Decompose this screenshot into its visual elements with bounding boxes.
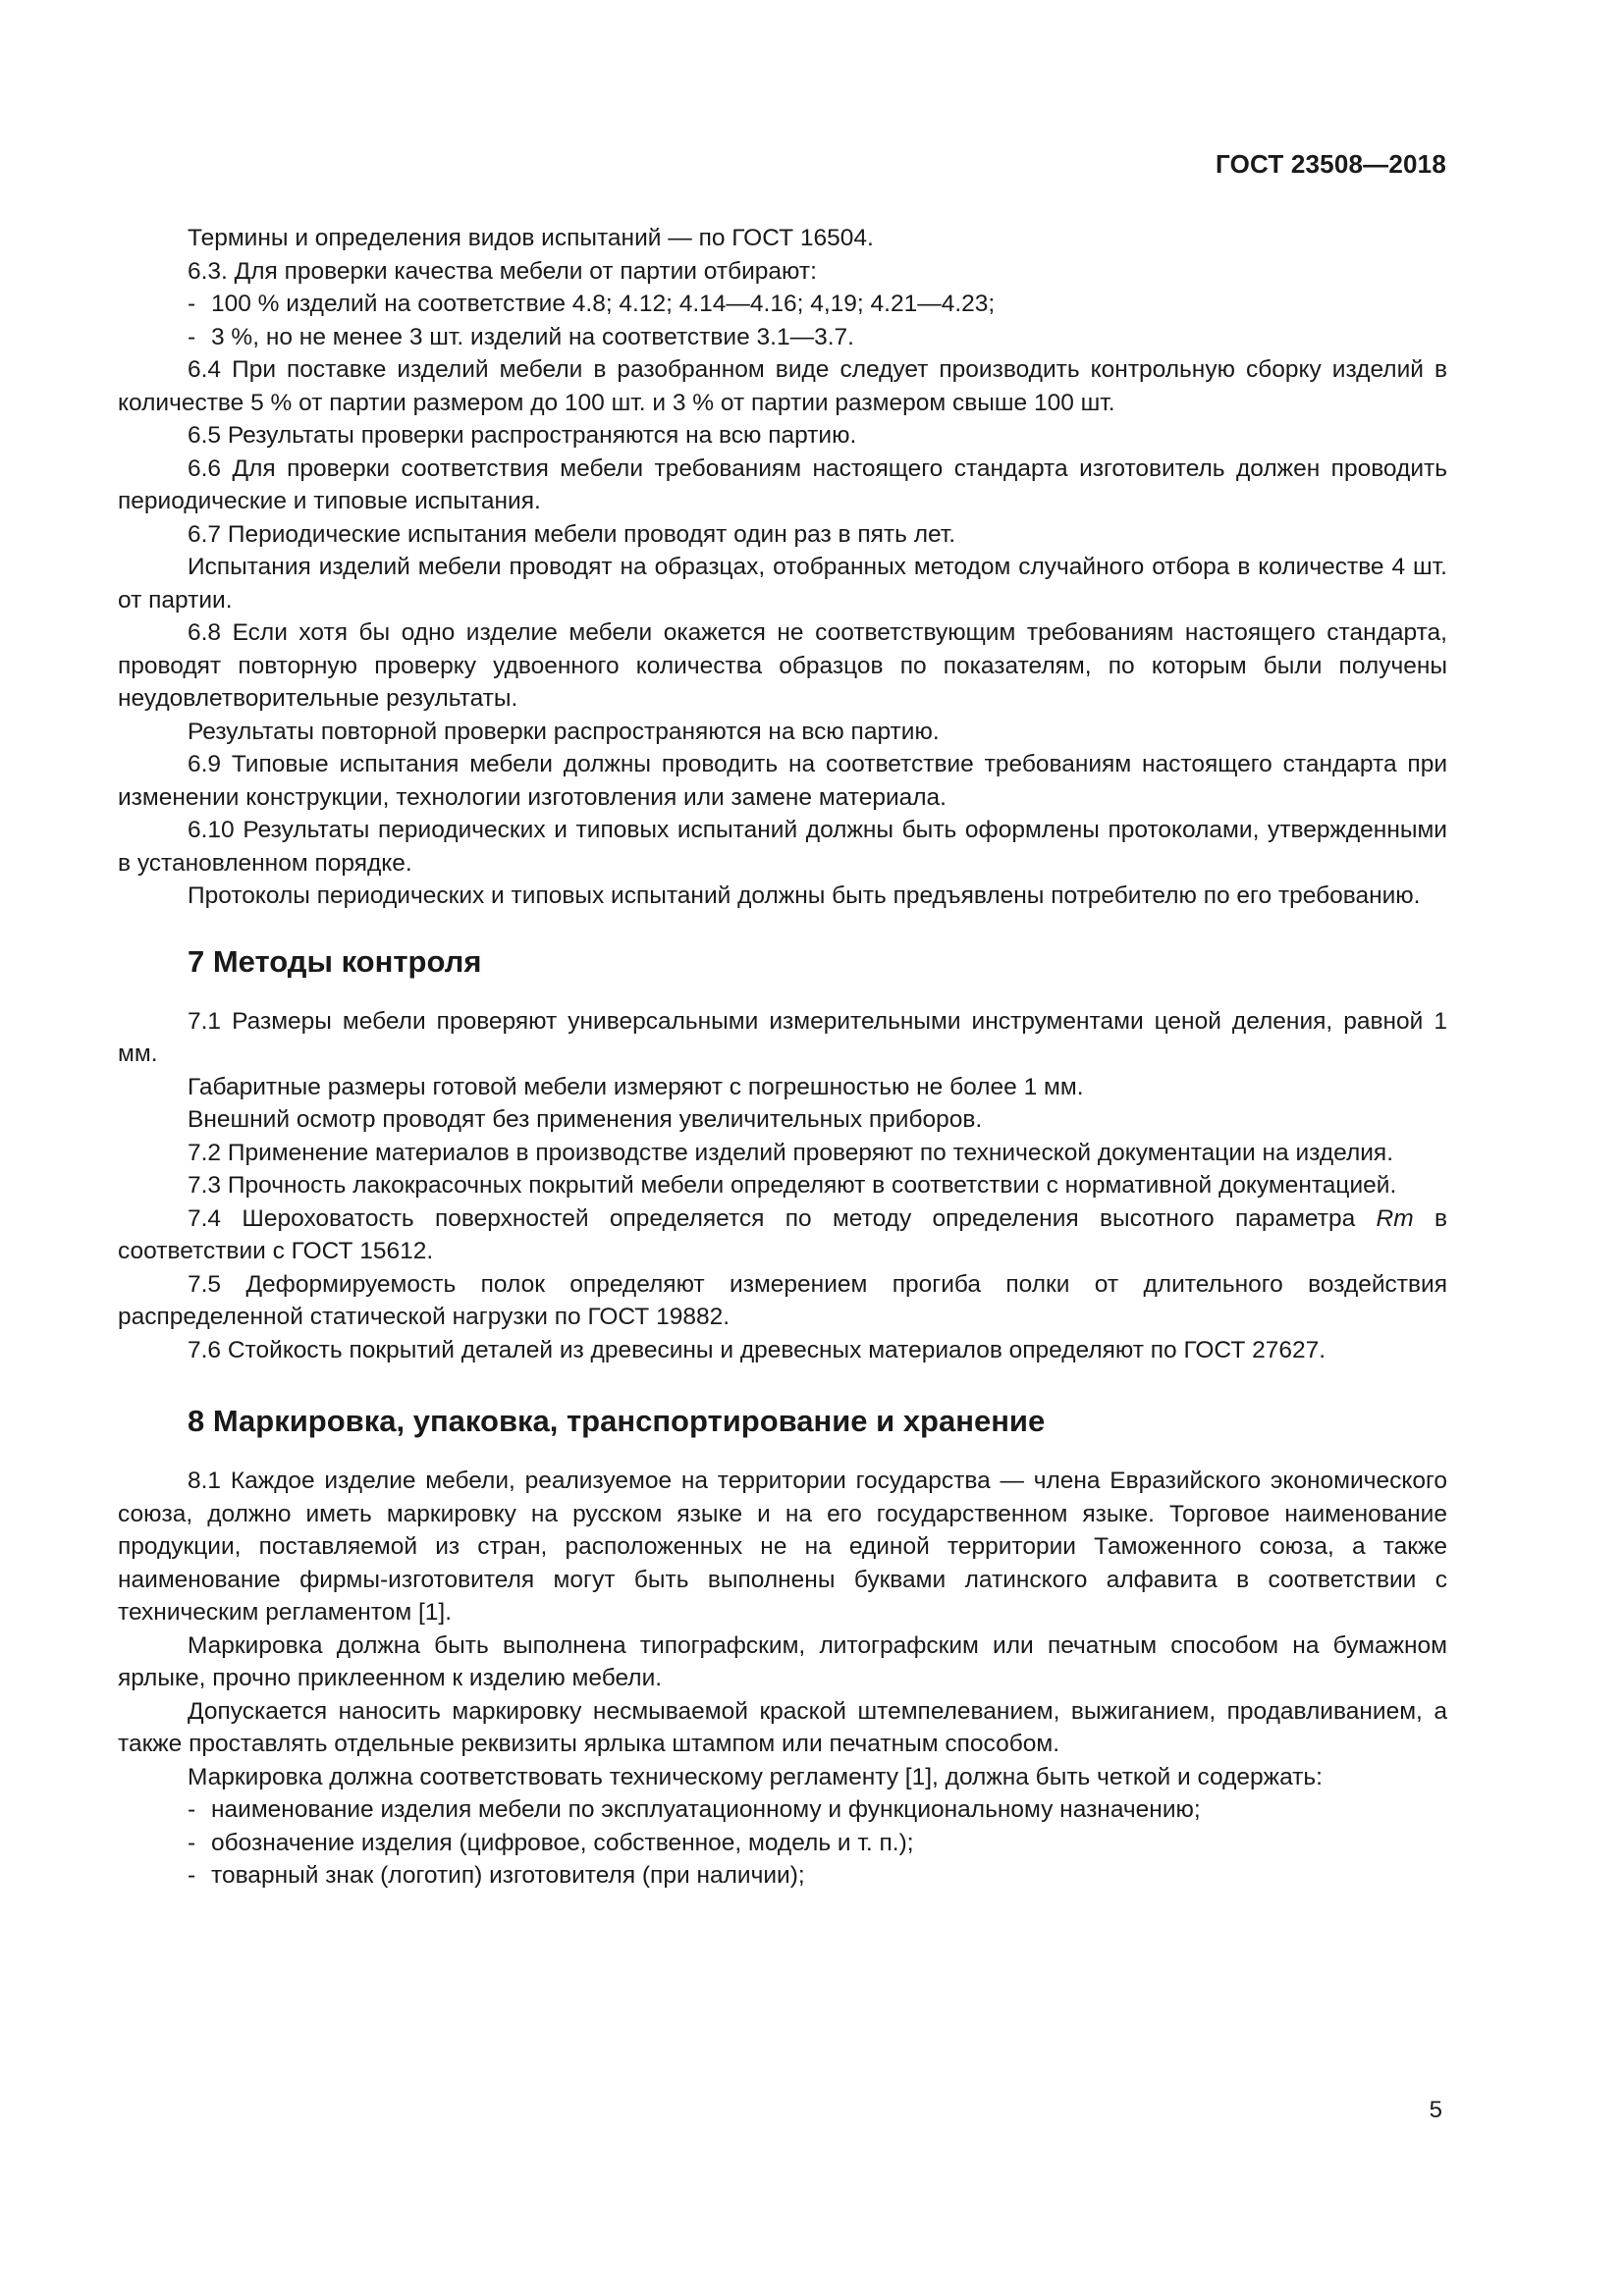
paragraph: 7.5 Деформируемость полок определяют измерением прогиба полки от длительного воздействия распределенной статической нагрузки по ГОСТ 19882. xyxy=(118,1270,1447,1330)
paragraph: 6.4 При поставке изделий мебели в разобранном виде следует производить контрольную сборку изделий в количестве 5 % от партии размером до 100 шт. и 3 % от партии размером свыше 100 шт. xyxy=(118,356,1447,416)
list-item xyxy=(118,321,1447,354)
paragraph: Протоколы периодических и типовых испытаний должны быть предъявлены потребителю по его требованию. xyxy=(188,882,1421,909)
paragraph: Маркировка должна соответствовать техническому регламенту [1], должна быть четкой и содержать: xyxy=(188,1763,1323,1790)
paragraph: Маркировка должна быть выполнена типографским, литографским или печатным способом на бумажном ярлыке, прочно приклеенном к изделию мебели. xyxy=(118,1631,1447,1691)
list-item-text: наименование изделия мебели по эксплуатационному и функциональному назначению; xyxy=(211,1796,1201,1823)
paragraph: 6.3. Для проверки качества мебели от партии отбирают: xyxy=(188,257,817,285)
paragraph: 6.9 Типовые испытания мебели должны проводить на соответствие требованиям настоящего стандарта при изменении конструкции, технологии изготовления или замене материала. xyxy=(118,751,1447,811)
paragraph-text: в соответствии с ГОСТ 15612. xyxy=(118,1204,1448,1264)
paragraph xyxy=(118,1202,1447,1268)
paragraph: 6.6 Для проверки соответствия мебели требованиям настоящего стандарта изготовитель должен проводить периодические и типовые испытания. xyxy=(118,454,1447,514)
dash-marker: - xyxy=(188,291,196,317)
section-heading: 7 Методы контроля xyxy=(188,943,482,979)
paragraph: 7.2 Применение материалов в производстве изделий проверяют по технической документации на изделия. xyxy=(188,1139,1394,1166)
paragraph: 6.5 Результаты проверки распространяются на всю партию. xyxy=(188,422,857,449)
page-number: 5 xyxy=(1429,2097,1442,2123)
list-item xyxy=(118,1827,1447,1860)
paragraph: 7.6 Стойкость покрытий деталей из древесины и древесных материалов определяют по ГОСТ 27627. xyxy=(188,1336,1326,1363)
section-heading: 8 Маркировка, упаковка, транспортирование и хранение xyxy=(188,1404,1046,1438)
list-item-text: 3 %, но не менее 3 шт. изделий на соответствие 3.1—3.7. xyxy=(211,323,854,350)
paragraph: 7.3 Прочность лакокрасочных покрытий мебели определяют в соответствии с нормативной документацией. xyxy=(188,1172,1397,1199)
list-item xyxy=(118,1793,1447,1827)
dash-marker: - xyxy=(188,1829,196,1856)
dash-marker: - xyxy=(188,323,196,350)
dash-marker: - xyxy=(188,1862,196,1889)
paragraph: Испытания изделий мебели проводят на образцах, отобранных методом случайного отбора в количестве 4 шт. от партии. xyxy=(118,554,1447,614)
dash-marker: - xyxy=(188,1796,196,1823)
paragraph-text: 7.4 Шероховатость поверхностей определяется по методу определения высотного параметра xyxy=(188,1204,1377,1232)
parameter-symbol: Rm xyxy=(1376,1204,1414,1232)
paragraph: Результаты повторной проверки распространяются на всю партию. xyxy=(188,718,940,745)
list-item-text: товарный знак (логотип) изготовителя (при наличии); xyxy=(211,1862,805,1889)
page-content xyxy=(118,222,1447,1893)
standard-code: ГОСТ 23508—2018 xyxy=(1216,149,1446,179)
paragraph: Внешний осмотр проводят без применения увеличительных приборов. xyxy=(188,1106,983,1133)
paragraph: Габаритные размеры готовой мебели измеряют с погрешностью не более 1 мм. xyxy=(188,1073,1084,1100)
list-item-text: 100 % изделий на соответствие 4.8; 4.12; 4.14—4.16; 4,19; 4.21—4.23; xyxy=(211,291,996,317)
paragraph: 8.1 Каждое изделие мебели, реализуемое на территории государства — члена Евразийского экономического союза, должно иметь маркировку на русском языке и на его государственном языке. Торговое наименование продукции, поставляемой из стран, расположенных не на единой территории Таможенного союза, а также наименование фирмы-изготовителя могут быть выполнены буквами латинского алфавита в соответствии с техническим регламентом [1]. xyxy=(118,1468,1447,1626)
list-item-text: обозначение изделия (цифровое, собственное, модель и т. п.); xyxy=(211,1829,914,1856)
paragraph: 6.10 Результаты периодических и типовых испытаний должны быть оформлены протоколами, утвержденными в установленном порядке. xyxy=(118,817,1447,877)
list-item xyxy=(118,288,1447,321)
paragraph: 7.1 Размеры мебели проверяют универсальными измерительными инструментами ценой деления, равной 1 мм. xyxy=(118,1007,1447,1067)
list-item xyxy=(118,1859,1447,1893)
paragraph: Термины и определения видов испытаний — по ГОСТ 16504. xyxy=(188,225,874,251)
paragraph: Допускается наносить маркировку несмываемой краской штемпелеванием, выжиганием, продавливанием, а также проставлять отдельные реквизиты ярлыка штампом или печатным способом. xyxy=(118,1697,1447,1757)
paragraph: 6.7 Периодические испытания мебели проводят один раз в пять лет. xyxy=(188,520,956,548)
paragraph: 6.8 Если хотя бы одно изделие мебели окажется не соответствующим требованиям настоящего стандарта, проводят повторную проверку удвоенного количества образцов по показателям, по которым были получены неудовлетворительные результаты. xyxy=(118,619,1447,712)
